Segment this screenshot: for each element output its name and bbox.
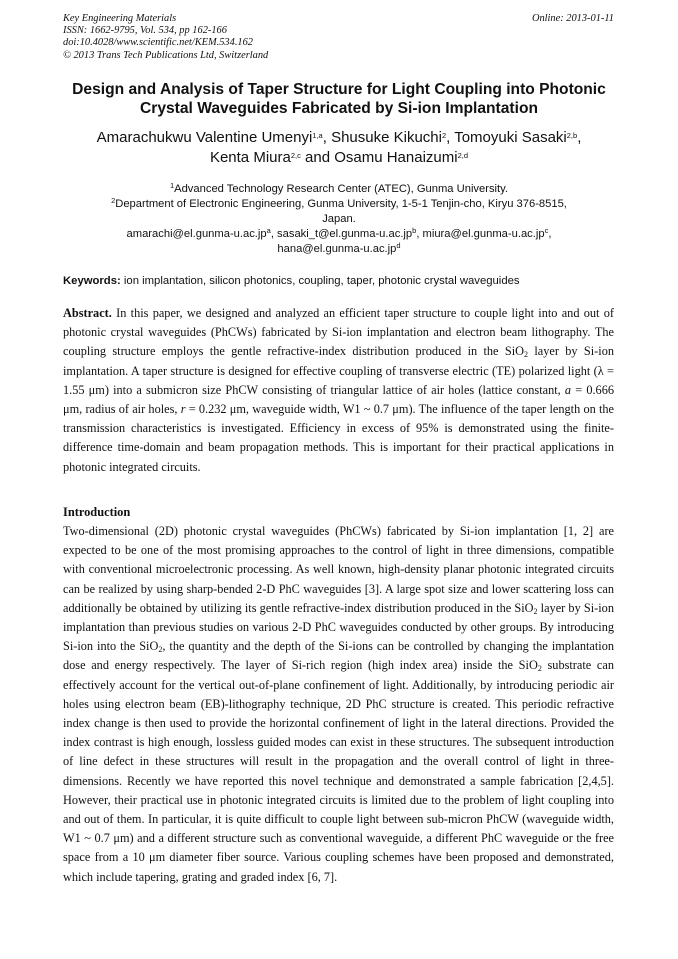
email-link[interactable]: amarachi@el.gunma-u.ac.jp xyxy=(126,228,267,240)
affiliations xyxy=(60,182,618,257)
affil-mark: 1 xyxy=(169,181,175,190)
paper-title xyxy=(55,80,623,118)
abstract xyxy=(63,304,614,477)
body-text: layer by Si-ion implantation than previous studies on various 2-D PhC waveguides conducted by other groups. By introducing Si-ion into the SiO xyxy=(63,600,614,654)
title-line-1: Design and Analysis of Taper Structure for Light Coupling into Photonic xyxy=(72,81,606,98)
author-line-2 xyxy=(45,148,633,168)
journal-doi: doi:10.4028/www.scientific.net/KEM.534.162 xyxy=(63,37,253,49)
affiliation-text: Department of Electronic Engineering, Gunma University, 1-5-1 Tenjin-cho, Kiryu 376-8515, xyxy=(115,198,567,210)
subscript: 2 xyxy=(533,606,538,616)
author-name: , Tomoyuki Sasaki xyxy=(446,129,567,146)
abstract-text: layer by Si-ion implantation. A taper structure is designed for effective coupling of transverse electric (TE) polarized light (λ = 1.55 μm) into a submicron size PhCW consisting of triangular lattice of air holes (lattice constant, xyxy=(63,344,614,397)
author-line-1 xyxy=(45,128,633,148)
body-text: , the quantity and the depth of the Si-ions can be controlled by changing the implantation dose and energy respectively. The layer of Si-rich region (high index area) inside the SiO xyxy=(63,639,614,673)
journal-copyright: © 2013 Trans Tech Publications Ltd, Switzerland xyxy=(63,49,269,61)
email-link[interactable]: , sasaki_t@el.gunma-u.ac.jp xyxy=(270,228,413,240)
email-line-1 xyxy=(60,227,618,242)
subscript: 2 xyxy=(524,350,528,360)
keywords xyxy=(63,275,520,287)
email-line-2 xyxy=(60,242,618,257)
variable-r: r xyxy=(180,402,186,417)
email-mark: a xyxy=(266,226,271,235)
keywords-text: ion implantation, silicon photonics, coupling, taper, photonic crystal waveguides xyxy=(120,275,520,287)
journal-issn: ISSN: 1662-9795, Vol. 534, pp 162-166 xyxy=(63,25,227,37)
author-affil-mark: 2,b xyxy=(566,131,578,140)
variable-a: a xyxy=(564,382,572,397)
author-name: Amarachukwu Valentine Umenyi xyxy=(96,129,313,146)
affiliation-text: Advanced Technology Research Center (ATEC), Gunma University. xyxy=(174,183,509,195)
email-mark: c xyxy=(544,226,549,235)
author-affil-mark: 2,d xyxy=(457,151,469,160)
body-text: substrate can effectively account for the vertical out-of-plane confinement of light. Additionally, by introducing periodic air holes using electron beam (EB)-lithography technique, 2D PhC structure is created. This periodic refractive index change is then used to provide the horizontal confinement of light in the lateral directions. Provided the index contrast is high enough, lossless guided modes can exist in these structures. The subsequent introduction of line defect in these structures will result in the propagation and the overall control of light in three-dimensions. Recently we have reported this novel technique and demonstrated a sample fabrication [2,4,5]. However, their practical use in photonic integrated circuits is limited due to the problem of light coupling into and out of them. In particular, it is quite difficult to couple light between sub-micron PhCW (waveguide width, W1 ~ 0.7 μm) and a different structure such as conventional waveguide, a different PhC waveguide or the free space from a 10 μm diameter fiber source. Various coupling schemes have been proposed and demonstrated, which include tapering, grating and graded index [6, 7]. xyxy=(63,658,614,884)
journal-name: Key Engineering Materials xyxy=(63,13,177,24)
online-date: Online: 2013-01-11 xyxy=(531,13,614,24)
email-link[interactable]: hana@el.gunma-u.ac.jp xyxy=(277,243,397,255)
author-separator: , xyxy=(577,129,582,146)
journal-header xyxy=(63,13,268,62)
keywords-label: Keywords: xyxy=(63,275,121,287)
section-heading-introduction: Introduction xyxy=(63,505,131,519)
abstract-text: In this paper, we designed and analyzed an efficient taper structure to couple light into and out of photonic crystal waveguides (PhCWs) fabricated by Si-ion implantation and electron beam lithography. The coupling structure employs the gentle refractive-index distribution produced in the SiO xyxy=(63,306,614,359)
author-name: and Osamu Hanaizumi xyxy=(300,149,458,166)
body-text: Two-dimensional (2D) photonic crystal waveguides (PhCWs) fabricated by Si-ion implantation [1, 2] are expected to be one of the most promising approaches to the control of light in three dimensions, compatible with conventional microelectronic processing. As well known, high-density planar photonic integrated circuits can be realized by using sharp-bended 2-D PhC waveguides [3]. A large spot size and lower scattering loss can additionally be obtained by utilizing its gentle refractive-index distribution produced in the SiO xyxy=(63,524,614,615)
email-mark: b xyxy=(412,226,417,235)
author-affil-mark: 1,a xyxy=(312,131,323,140)
subscript: 2 xyxy=(537,664,542,674)
abstract-text: = 0.232 μm, waveguide width, W1 ~ 0.7 μm). The influence of the taper length on the transmission characteristics is investigated. Efficiency in excess of 95% is demonstrated using the finite-difference time-domain and beam propagation methods. This is important for their practical applications in photonic integrated circuits. xyxy=(63,402,614,474)
author-name: , Shusuke Kikuchi xyxy=(322,129,442,146)
email-separator: , xyxy=(548,228,552,240)
subscript: 2 xyxy=(158,645,163,655)
author-affil-mark: 2 xyxy=(441,131,447,140)
author-name: Kenta Miura xyxy=(209,149,291,166)
abstract-text: = 0.666 μm, radius of air holes, xyxy=(63,382,614,417)
author-list xyxy=(45,128,633,168)
email-mark: d xyxy=(396,241,401,250)
title-line-2: Crystal Waveguides Fabricated by Si-ion Implantation xyxy=(139,100,538,117)
affiliation-1 xyxy=(60,182,618,197)
abstract-label: Abstract. xyxy=(63,306,112,320)
author-affil-mark: 2,c xyxy=(290,151,301,160)
email-link[interactable]: , miura@el.gunma-u.ac.jp xyxy=(416,228,545,240)
affil-mark: 2 xyxy=(111,196,116,205)
affiliation-2-country: Japan. xyxy=(322,213,356,225)
affiliation-2 xyxy=(60,197,618,212)
introduction-body xyxy=(63,522,614,887)
